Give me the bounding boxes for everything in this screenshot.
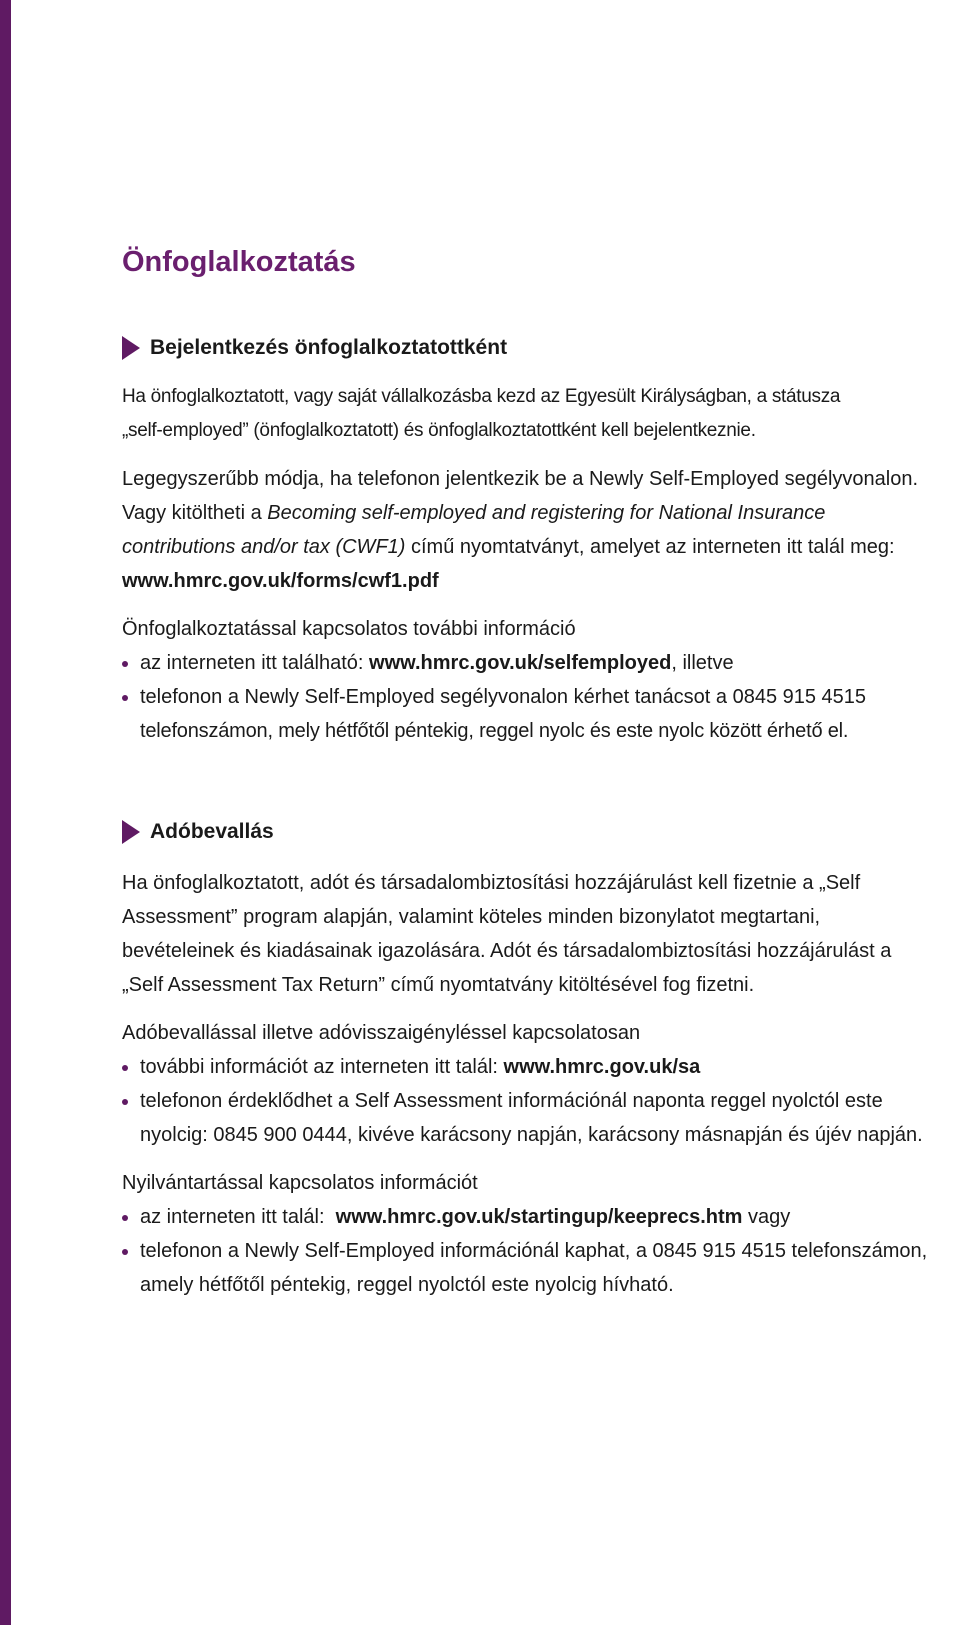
section-heading-text: Bejelentkezés önfoglalkoztatottként [150,336,508,359]
section-tax-return [122,816,932,1302]
list-item [122,1200,932,1234]
page-title: Önfoglalkoztatás [122,246,356,278]
bullet-text: további információt az interneten itt talál: [140,1056,504,1078]
keeprecs-link[interactable]: www.hmrc.gov.uk/startingup/keeprecs.htm [335,1206,743,1228]
records-info-list [122,1200,932,1302]
form-title-italic: Becoming self-employed and registering for National Insurance contributions and/or tax (CWF1) [122,502,826,558]
bullet-dot-icon [122,695,128,701]
bullet-text-line-2: telefonszámon, mely hétfőtől péntekig, reggel nyolc és este nyolc között érhető el. [140,720,849,742]
list-item [122,1050,932,1084]
section-heading-registration [122,332,932,364]
sa-link[interactable]: www.hmrc.gov.uk/sa [503,1056,701,1078]
bullet-text: az interneten itt talál: [140,1206,336,1228]
list-item [122,1234,932,1302]
tax-info-intro: Adóbevallással illetve adóvisszaigényléssel kapcsolatosan [122,1022,641,1044]
cwf1-link[interactable]: www.hmrc.gov.uk/forms/cwf1.pdf [122,570,439,592]
triangle-bullet-icon [122,820,140,844]
selfemployed-link[interactable]: www.hmrc.gov.uk/selfemployed [369,652,672,674]
bullet-dot-icon [122,1249,128,1255]
bullet-text-after: , illetve [671,652,734,674]
registration-method-text: Legegyszerűbb módja, ha telefonon jelentkezik be a Newly Self-Employed segélyvonalon. Vagy kitöltheti a [122,468,919,524]
bullet-text-after: vagy [742,1206,791,1228]
section-heading-tax-return [122,816,932,848]
records-info-intro: Nyilvántartással kapcsolatos információt [122,1172,478,1194]
tax-return-paragraph: Ha önfoglalkoztatott, adót és társadalombiztosítási hozzájárulást kell fizetnie a „Self Assessment” program alapján, valamint köteles minden bizonylatot megtartani, bevételeinek és kiadásainak igazolására. Adót és társadalombiztosítási hozzájárulást a „Self Assessment Tax Return” című nyomtatvány kitöltésével fog fizetni. [122,872,892,996]
registration-paragraph-line-2: „self-employed” (önfoglalkoztatott) és önfoglalkoztatottként kell bejelentkeznie. [122,420,756,441]
bullet-text-line-1: telefonon a Newly Self-Employed segélyvonalon kérhet tanácsot a 0845 915 4515 [140,686,867,708]
list-item [122,646,932,680]
registration-paragraph-line-1: Ha önfoglalkoztatott, vagy saját vállalkozásba kezd az Egyesült Királyságban, a státusza [122,386,841,407]
bullet-text: az interneten itt található: [140,652,370,674]
triangle-bullet-icon [122,336,140,360]
list-item [122,680,932,748]
tax-info-list [122,1050,932,1152]
bullet-dot-icon [122,661,128,667]
bullet-dot-icon [122,1215,128,1221]
left-accent-bar [0,0,11,1625]
registration-method-paragraph [122,462,932,598]
selfemployed-info-list [122,646,932,748]
bullet-dot-icon [122,1099,128,1105]
section-registration [122,332,932,748]
bullet-text: telefonon érdeklődhet a Self Assessment információnál naponta reggel nyolctól este nyolcig: 0845 900 0444, kivéve karácsony napján, karácsony másnapján és újév napján. [140,1090,923,1146]
list-item [122,1084,932,1152]
section-heading-text: Adóbevallás [150,820,274,843]
bullet-text: telefonon a Newly Self-Employed információnál kaphat, a 0845 915 4515 telefonszámon, amely hétfőtől péntekig, reggel nyolctól este nyolcig hívható. [140,1240,928,1296]
registration-method-text-2: című nyomtatványt, amelyet az interneten itt talál meg: [405,536,895,558]
selfemployed-info-intro: Önfoglalkoztatással kapcsolatos további információ [122,618,576,640]
bullet-dot-icon [122,1065,128,1071]
